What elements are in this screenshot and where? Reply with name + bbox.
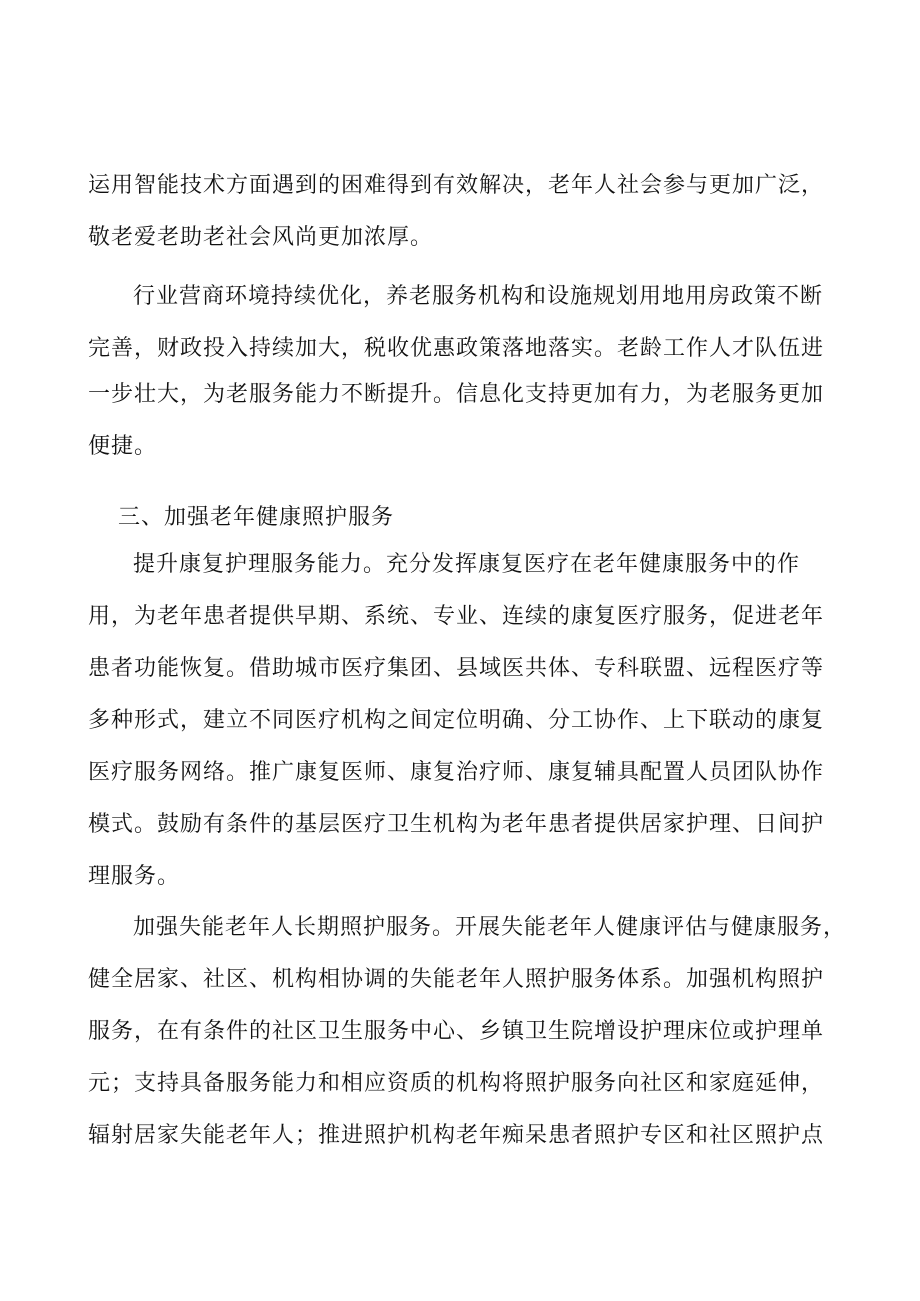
section-heading: 三、加强老年健康照护服务 [118, 505, 395, 530]
paragraph-1-line-2: 敬老爱老助老社会风尚更加浓厚。 [88, 225, 434, 250]
paragraph-4-line-2: 健全居家、社区、机构相协调的失能老年人照护服务体系。加强机构照护 [88, 967, 825, 992]
paragraph-3-line-7: 理服务。 [88, 864, 181, 889]
paragraph-2-line-1: 行业营商环境持续优化，养老服务机构和设施规划用地用房政策不断 [133, 284, 824, 309]
paragraph-4-line-3: 服务，在有条件的社区卫生服务中心、乡镇卫生院增设护理床位或护理单 [88, 1019, 825, 1044]
paragraph-3-line-2: 用，为老年患者提供早期、系统、专业、连续的康复医疗服务，促进老年 [88, 604, 825, 629]
paragraph-3-line-4: 多种形式，建立不同医疗机构之间定位明确、分工协作、上下联动的康复 [88, 708, 825, 733]
paragraph-4-line-1: 加强失能老年人长期照护服务。开展失能老年人健康评估与健康服务， [133, 915, 847, 940]
paragraph-3-line-5: 医疗服务网络。推广康复医师、康复治疗师、康复辅具配置人员团队协作 [88, 760, 825, 785]
paragraph-3-line-6: 模式。鼓励有条件的基层医疗卫生机构为老年患者提供居家护理、日间护 [88, 812, 825, 837]
paragraph-2-line-3: 一步壮大，为老服务能力不断提升。信息化支持更加有力，为老服务更加 [88, 382, 825, 407]
paragraph-4-line-5: 辐射居家失能老年人；推进照护机构老年痴呆患者照护专区和社区照护点 [88, 1123, 825, 1148]
paragraph-2-line-2: 完善，财政投入持续加大，税收优惠政策落地落实。老龄工作人才队伍进 [88, 336, 825, 361]
paragraph-3-line-1: 提升康复护理服务能力。充分发挥康复医疗在老年健康服务中的作 [133, 552, 801, 577]
paragraph-3-line-3: 患者功能恢复。借助城市医疗集团、县域医共体、专科联盟、远程医疗等 [88, 656, 825, 681]
paragraph-1-line-1: 运用智能技术方面遇到的困难得到有效解决，老年人社会参与更加广泛， [88, 173, 825, 198]
paragraph-4-line-4: 元；支持具备服务能力和相应资质的机构将照护服务向社区和家庭延伸， [88, 1071, 825, 1096]
paragraph-2-line-4: 便捷。 [88, 434, 158, 459]
